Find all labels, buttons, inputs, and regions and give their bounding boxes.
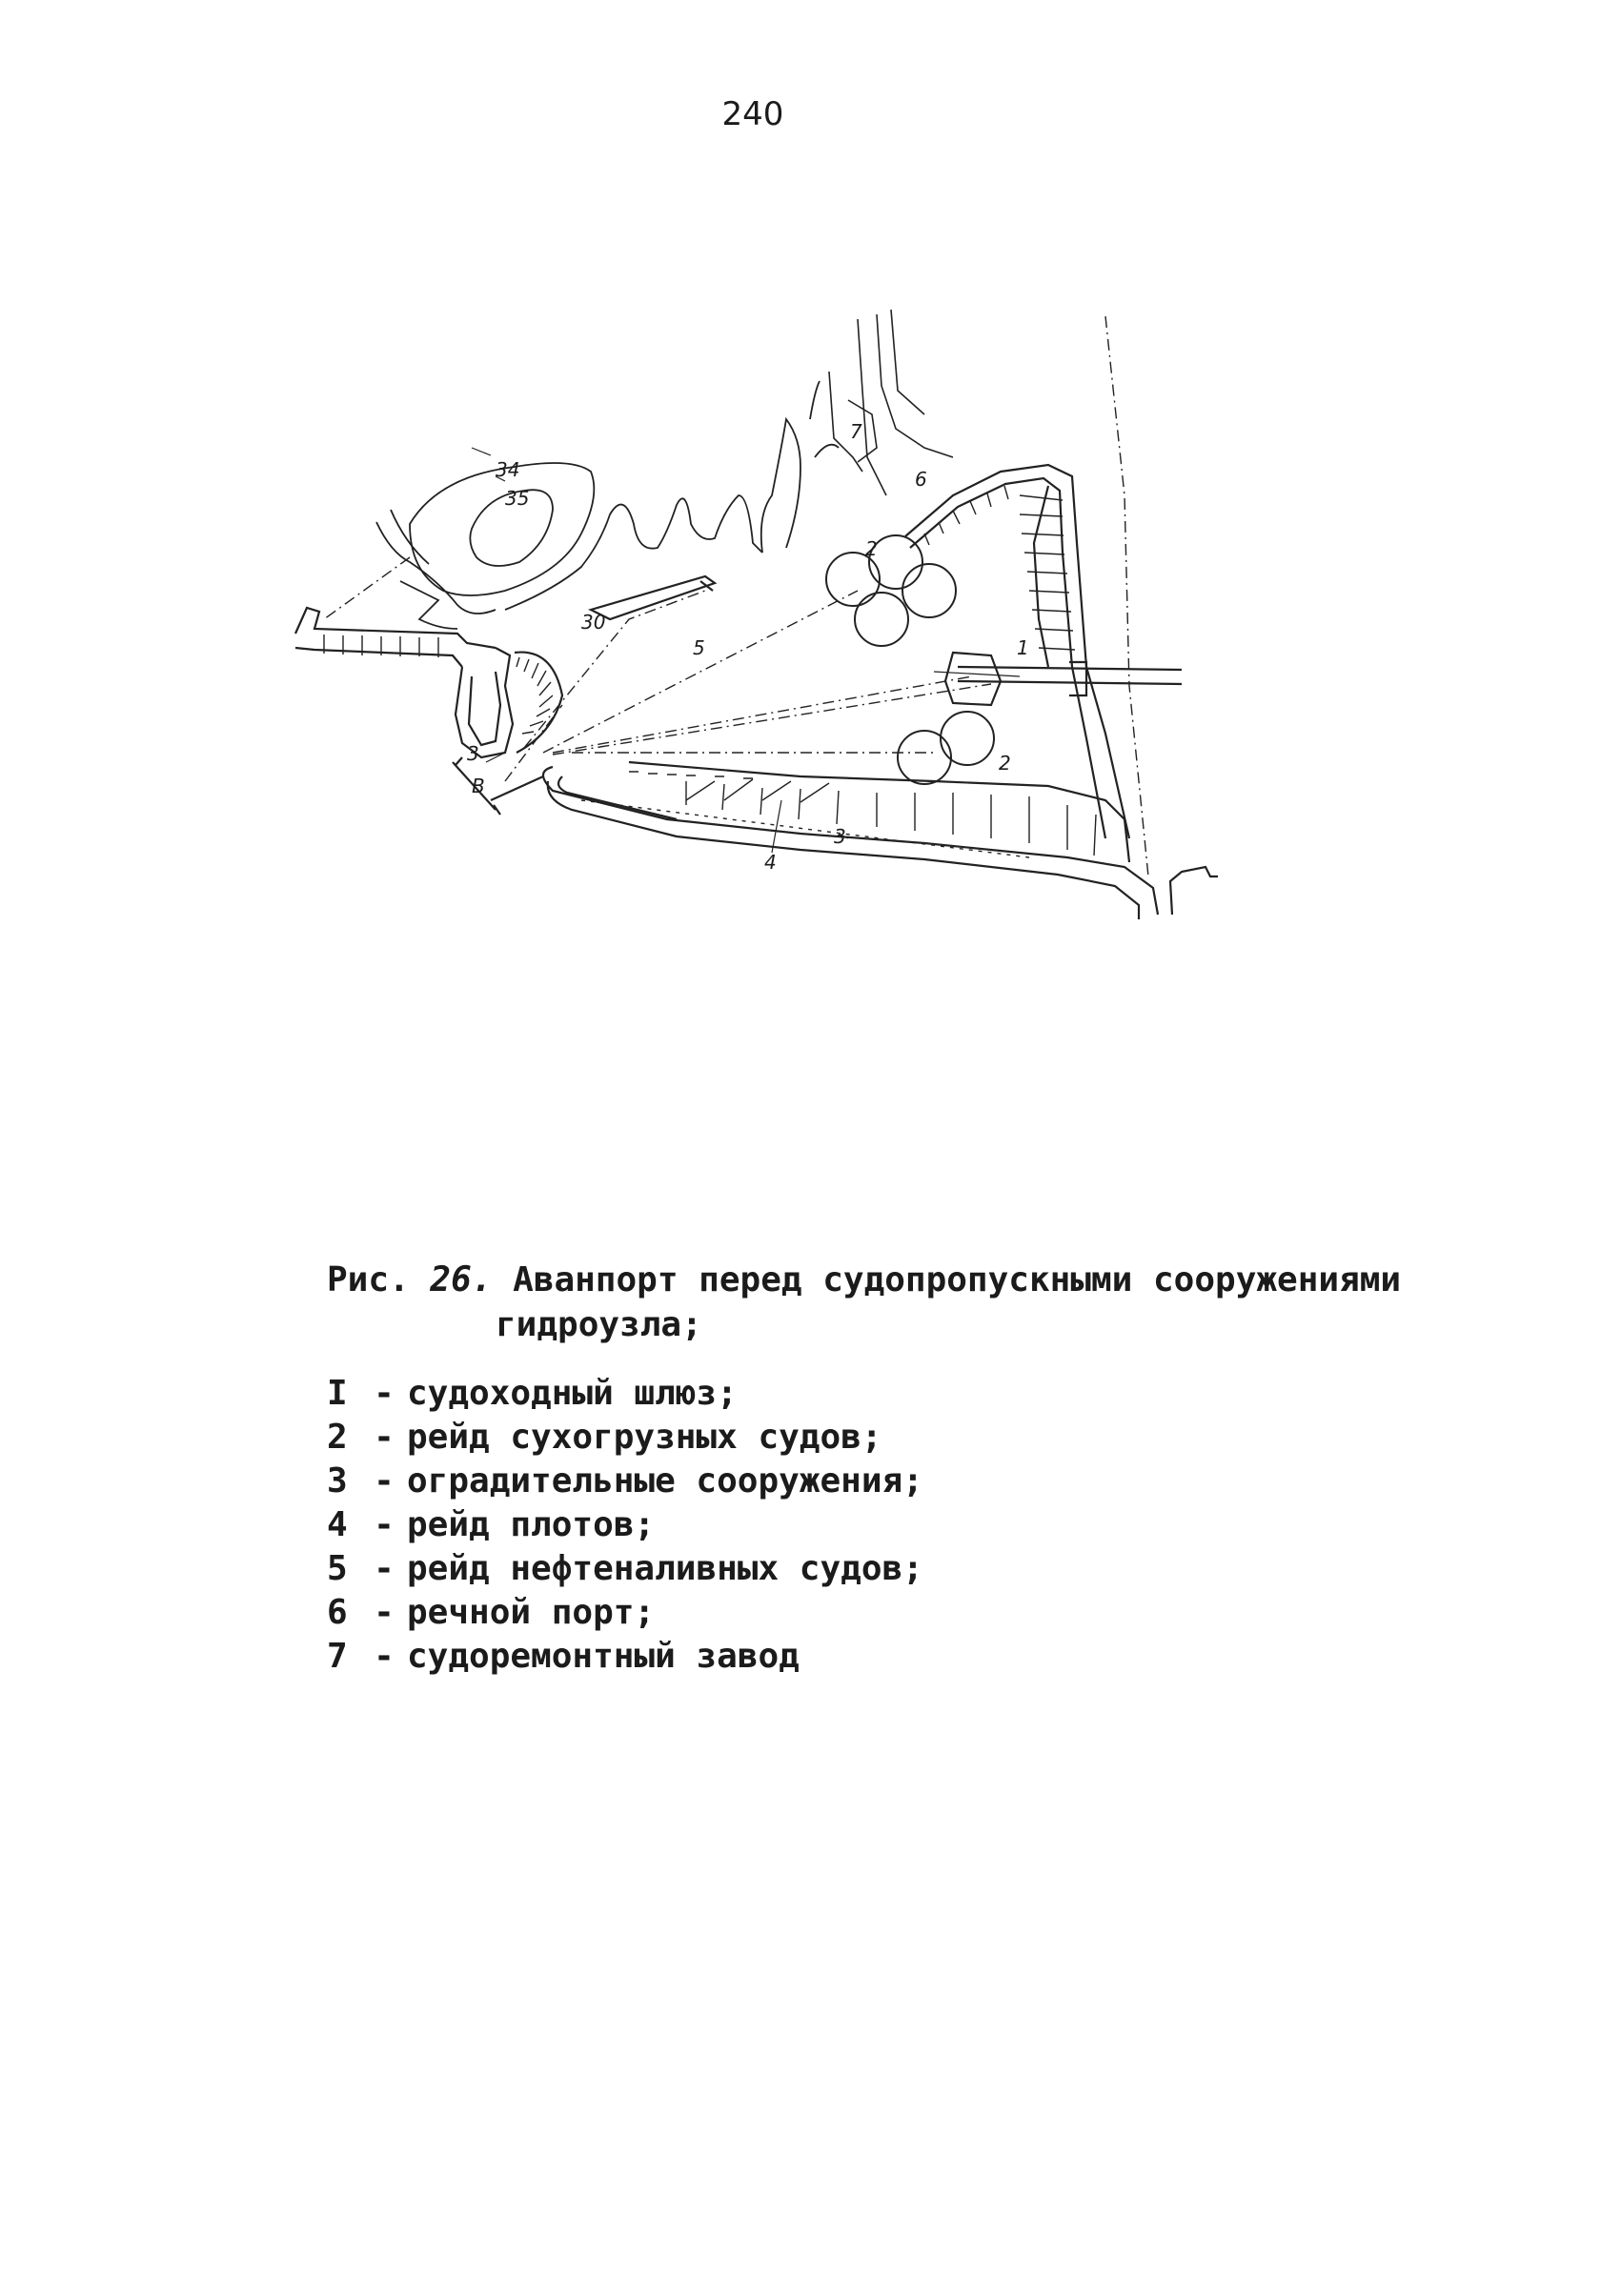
legend-dash: - xyxy=(374,1549,395,1588)
legend-number: I xyxy=(327,1374,348,1413)
legend-text: судоремонтный завод xyxy=(407,1637,800,1676)
left-breakwater xyxy=(295,608,562,757)
legend-number: 4 xyxy=(327,1505,348,1544)
legend-dash: - xyxy=(374,1418,395,1457)
caption-text-line2: гидроузла; xyxy=(496,1305,702,1344)
legend-number: 7 xyxy=(327,1637,348,1676)
label-2-upper: 2 xyxy=(865,537,878,560)
oil-raid xyxy=(591,576,715,619)
legend-dash: - xyxy=(374,1593,395,1632)
label-2-lower: 2 xyxy=(999,752,1011,775)
label-4: 4 xyxy=(764,851,777,874)
label-35: 35 xyxy=(505,487,530,510)
legend-dash: - xyxy=(374,1461,395,1500)
label-5: 5 xyxy=(693,636,705,659)
label-7: 7 xyxy=(850,420,862,443)
label-B: В xyxy=(472,775,485,797)
dry-cargo-raid-lower xyxy=(898,712,994,784)
legend-text: рейд плотов; xyxy=(407,1505,656,1544)
legend-number: 5 xyxy=(327,1549,348,1588)
label-6: 6 xyxy=(915,468,927,491)
upper-shoreline xyxy=(829,310,953,495)
figure-caption xyxy=(327,1258,1401,1303)
legend-text: речной порт; xyxy=(407,1593,656,1632)
legend-text: рейд сухогрузных судов; xyxy=(407,1418,882,1457)
legend-item xyxy=(327,1547,923,1591)
legend-item xyxy=(327,1372,923,1416)
lake xyxy=(376,463,594,629)
label-3-bottom: 3 xyxy=(834,825,846,848)
legend-item xyxy=(327,1503,923,1547)
legend-dash: - xyxy=(374,1374,395,1413)
page-number: 240 xyxy=(721,95,784,133)
legend-number: 2 xyxy=(327,1418,348,1457)
legend-item xyxy=(327,1635,923,1679)
ship-lock xyxy=(945,653,1182,705)
legend-dash: - xyxy=(374,1505,395,1544)
caption-number: 26. xyxy=(430,1260,493,1299)
caption-text-line1: Аванпорт перед судопропускными сооружениями xyxy=(513,1260,1402,1299)
figure-legend xyxy=(327,1372,923,1679)
legend-text: рейд нефтеналивных судов; xyxy=(407,1549,923,1588)
label-3-left: 3 xyxy=(467,742,479,765)
legend-dash: - xyxy=(374,1637,395,1676)
legend-item xyxy=(327,1460,923,1503)
dry-cargo-raid-upper xyxy=(826,535,956,646)
legend-item xyxy=(327,1416,923,1460)
legend-text: судоходный шлюз; xyxy=(407,1374,738,1413)
dimension-B xyxy=(453,757,543,815)
legend-number: 3 xyxy=(327,1461,348,1500)
legend-text: оградительные сооружения; xyxy=(407,1461,923,1500)
label-34: 34 xyxy=(496,458,520,481)
legend-number: 6 xyxy=(327,1593,348,1632)
label-1: 1 xyxy=(1017,636,1029,659)
avanport-plan-diagram xyxy=(267,305,1239,953)
legend-item xyxy=(327,1591,923,1635)
label-30: 30 xyxy=(581,611,606,634)
caption-prefix: Рис. xyxy=(327,1260,410,1299)
